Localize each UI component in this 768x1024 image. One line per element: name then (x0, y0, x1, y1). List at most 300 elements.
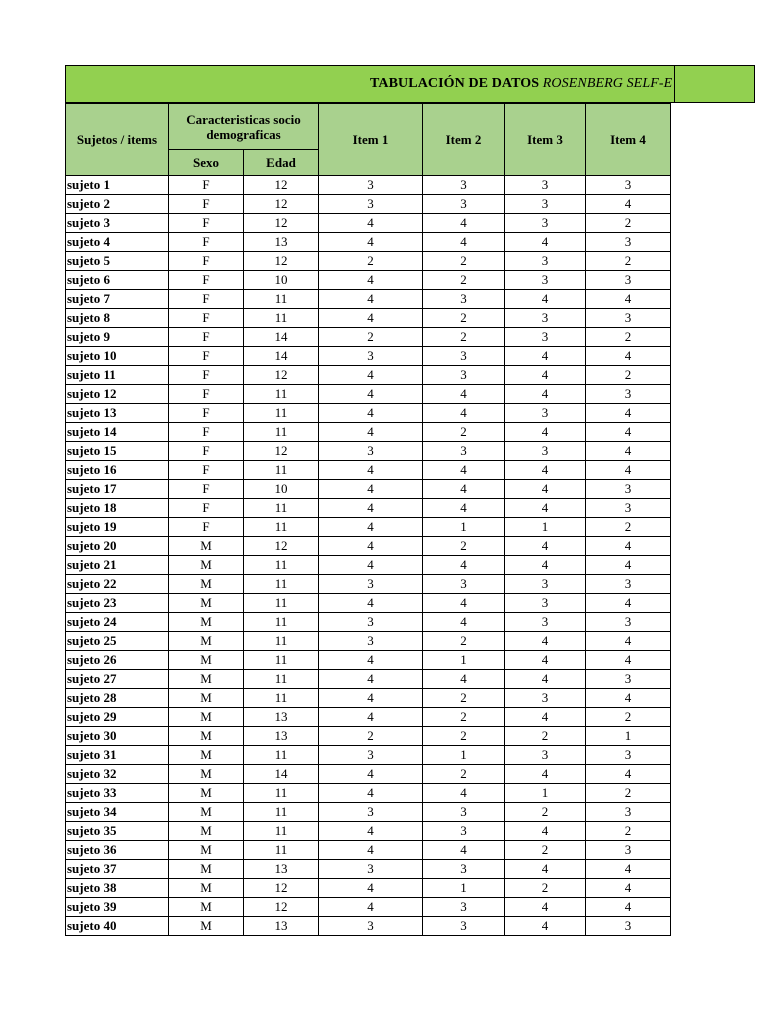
subject-cell[interactable]: sujeto 40 (66, 917, 169, 936)
item1-cell[interactable]: 2 (319, 252, 423, 271)
subject-cell[interactable]: sujeto 2 (66, 195, 169, 214)
age-cell[interactable]: 11 (244, 841, 319, 860)
sex-cell[interactable]: M (169, 632, 244, 651)
item1-cell[interactable]: 4 (319, 670, 423, 689)
item1-cell[interactable]: 3 (319, 195, 423, 214)
item4-cell[interactable]: 2 (586, 328, 671, 347)
item3-cell[interactable]: 2 (505, 803, 586, 822)
item1-cell[interactable]: 4 (319, 461, 423, 480)
item2-cell[interactable]: 4 (423, 214, 505, 233)
item2-cell[interactable]: 1 (423, 651, 505, 670)
subject-cell[interactable]: sujeto 16 (66, 461, 169, 480)
item3-cell[interactable]: 4 (505, 366, 586, 385)
table-row (66, 195, 671, 214)
table-row (66, 765, 671, 784)
header-demographics[interactable]: Caracteristicas socio demograficas (169, 104, 319, 150)
sex-cell[interactable]: F (169, 176, 244, 195)
sex-cell[interactable]: M (169, 765, 244, 784)
subject-cell[interactable]: sujeto 26 (66, 651, 169, 670)
item1-cell[interactable]: 4 (319, 309, 423, 328)
item2-cell[interactable]: 3 (423, 575, 505, 594)
subject-cell[interactable]: sujeto 5 (66, 252, 169, 271)
table-row (66, 689, 671, 708)
subject-cell[interactable]: sujeto 30 (66, 727, 169, 746)
age-cell[interactable]: 11 (244, 385, 319, 404)
item2-cell[interactable]: 3 (423, 290, 505, 309)
item4-cell[interactable]: 1 (586, 727, 671, 746)
item4-cell[interactable]: 4 (586, 347, 671, 366)
subject-cell[interactable]: sujeto 17 (66, 480, 169, 499)
age-cell[interactable]: 11 (244, 803, 319, 822)
table-row (66, 594, 671, 613)
item3-cell[interactable]: 2 (505, 841, 586, 860)
item2-cell[interactable]: 4 (423, 480, 505, 499)
header-item4[interactable]: Item 4 (586, 104, 671, 176)
table-row (66, 252, 671, 271)
age-cell[interactable]: 11 (244, 822, 319, 841)
subject-cell[interactable]: sujeto 39 (66, 898, 169, 917)
subject-cell[interactable]: sujeto 20 (66, 537, 169, 556)
item1-cell[interactable]: 2 (319, 328, 423, 347)
item4-cell[interactable]: 3 (586, 176, 671, 195)
sex-cell[interactable]: M (169, 651, 244, 670)
item4-cell[interactable]: 4 (586, 898, 671, 917)
sex-cell[interactable]: F (169, 195, 244, 214)
item4-cell[interactable]: 4 (586, 442, 671, 461)
item1-cell[interactable]: 4 (319, 879, 423, 898)
sex-cell[interactable]: F (169, 214, 244, 233)
age-cell[interactable]: 12 (244, 442, 319, 461)
item1-cell[interactable]: 4 (319, 689, 423, 708)
sex-cell[interactable]: F (169, 461, 244, 480)
subject-cell[interactable]: sujeto 1 (66, 176, 169, 195)
age-cell[interactable]: 11 (244, 309, 319, 328)
subject-cell[interactable]: sujeto 25 (66, 632, 169, 651)
sex-cell[interactable]: F (169, 366, 244, 385)
age-cell[interactable]: 11 (244, 556, 319, 575)
item3-cell[interactable]: 4 (505, 347, 586, 366)
age-cell[interactable]: 11 (244, 290, 319, 309)
subject-cell[interactable]: sujeto 24 (66, 613, 169, 632)
age-cell[interactable]: 11 (244, 575, 319, 594)
item1-cell[interactable]: 4 (319, 651, 423, 670)
sex-cell[interactable]: M (169, 708, 244, 727)
item1-cell[interactable]: 3 (319, 347, 423, 366)
item3-cell[interactable]: 1 (505, 784, 586, 803)
item4-cell[interactable]: 3 (586, 575, 671, 594)
sex-cell[interactable]: F (169, 518, 244, 537)
item4-cell[interactable]: 4 (586, 765, 671, 784)
age-cell[interactable]: 12 (244, 195, 319, 214)
item4-cell[interactable]: 3 (586, 841, 671, 860)
sex-cell[interactable]: F (169, 347, 244, 366)
item3-cell[interactable]: 3 (505, 442, 586, 461)
item4-cell[interactable]: 2 (586, 708, 671, 727)
item2-cell[interactable]: 3 (423, 860, 505, 879)
item1-cell[interactable]: 3 (319, 613, 423, 632)
subject-cell[interactable]: sujeto 33 (66, 784, 169, 803)
age-cell[interactable]: 13 (244, 917, 319, 936)
header-sex[interactable]: Sexo (169, 150, 244, 176)
item3-cell[interactable]: 3 (505, 309, 586, 328)
item2-cell[interactable]: 4 (423, 556, 505, 575)
subject-cell[interactable]: sujeto 38 (66, 879, 169, 898)
age-cell[interactable]: 11 (244, 499, 319, 518)
table-row (66, 803, 671, 822)
item4-cell[interactable]: 3 (586, 309, 671, 328)
sex-cell[interactable]: F (169, 385, 244, 404)
item1-cell[interactable]: 4 (319, 480, 423, 499)
item3-cell[interactable]: 4 (505, 233, 586, 252)
item1-cell[interactable]: 4 (319, 556, 423, 575)
subject-cell[interactable]: sujeto 18 (66, 499, 169, 518)
item4-cell[interactable]: 4 (586, 290, 671, 309)
item2-cell[interactable]: 3 (423, 347, 505, 366)
subject-cell[interactable]: sujeto 29 (66, 708, 169, 727)
age-cell[interactable]: 12 (244, 366, 319, 385)
item3-cell[interactable]: 3 (505, 404, 586, 423)
item3-cell[interactable]: 3 (505, 575, 586, 594)
item3-cell[interactable]: 2 (505, 879, 586, 898)
sex-cell[interactable]: M (169, 917, 244, 936)
item1-cell[interactable]: 3 (319, 803, 423, 822)
age-cell[interactable]: 11 (244, 784, 319, 803)
item1-cell[interactable]: 4 (319, 423, 423, 442)
subject-cell[interactable]: sujeto 10 (66, 347, 169, 366)
item1-cell[interactable]: 3 (319, 917, 423, 936)
item4-cell[interactable]: 4 (586, 537, 671, 556)
item2-cell[interactable]: 4 (423, 841, 505, 860)
subject-cell[interactable]: sujeto 35 (66, 822, 169, 841)
item1-cell[interactable]: 4 (319, 271, 423, 290)
header-item3[interactable]: Item 3 (505, 104, 586, 176)
sex-cell[interactable]: F (169, 252, 244, 271)
item2-cell[interactable]: 2 (423, 765, 505, 784)
age-cell[interactable]: 12 (244, 537, 319, 556)
item3-cell[interactable]: 4 (505, 461, 586, 480)
item2-cell[interactable]: 2 (423, 271, 505, 290)
item3-cell[interactable]: 4 (505, 898, 586, 917)
subject-cell[interactable]: sujeto 22 (66, 575, 169, 594)
subject-cell[interactable]: sujeto 9 (66, 328, 169, 347)
item4-cell[interactable]: 3 (586, 499, 671, 518)
item2-cell[interactable]: 3 (423, 917, 505, 936)
age-cell[interactable]: 13 (244, 727, 319, 746)
item3-cell[interactable]: 4 (505, 670, 586, 689)
item3-cell[interactable]: 4 (505, 537, 586, 556)
age-cell[interactable]: 14 (244, 765, 319, 784)
item4-cell[interactable]: 2 (586, 784, 671, 803)
age-cell[interactable]: 11 (244, 518, 319, 537)
item3-cell[interactable]: 3 (505, 328, 586, 347)
item3-cell[interactable]: 4 (505, 480, 586, 499)
sex-cell[interactable]: M (169, 689, 244, 708)
item1-cell[interactable]: 4 (319, 404, 423, 423)
age-cell[interactable]: 12 (244, 252, 319, 271)
sex-cell[interactable]: M (169, 784, 244, 803)
item4-cell[interactable]: 3 (586, 385, 671, 404)
item1-cell[interactable]: 4 (319, 214, 423, 233)
sex-cell[interactable]: M (169, 594, 244, 613)
sex-cell[interactable]: M (169, 556, 244, 575)
sex-cell[interactable]: M (169, 575, 244, 594)
item1-cell[interactable]: 4 (319, 537, 423, 556)
item4-cell[interactable]: 4 (586, 594, 671, 613)
item2-cell[interactable]: 3 (423, 176, 505, 195)
item4-cell[interactable]: 4 (586, 423, 671, 442)
age-cell[interactable]: 12 (244, 879, 319, 898)
age-cell[interactable]: 11 (244, 461, 319, 480)
item3-cell[interactable]: 4 (505, 765, 586, 784)
table-row (66, 727, 671, 746)
item2-cell[interactable]: 4 (423, 499, 505, 518)
sex-cell[interactable]: M (169, 822, 244, 841)
item2-cell[interactable]: 4 (423, 233, 505, 252)
subject-cell[interactable]: sujeto 7 (66, 290, 169, 309)
item1-cell[interactable]: 4 (319, 518, 423, 537)
item4-cell[interactable]: 3 (586, 233, 671, 252)
subject-cell[interactable]: sujeto 21 (66, 556, 169, 575)
item4-cell[interactable]: 3 (586, 613, 671, 632)
item1-cell[interactable]: 2 (319, 727, 423, 746)
item3-cell[interactable]: 4 (505, 860, 586, 879)
subject-cell[interactable]: sujeto 23 (66, 594, 169, 613)
age-cell[interactable]: 14 (244, 347, 319, 366)
subject-cell[interactable]: sujeto 19 (66, 518, 169, 537)
item2-cell[interactable]: 2 (423, 708, 505, 727)
item3-cell[interactable]: 3 (505, 613, 586, 632)
header-age[interactable]: Edad (244, 150, 319, 176)
item3-cell[interactable]: 4 (505, 556, 586, 575)
item4-cell[interactable]: 2 (586, 822, 671, 841)
item3-cell[interactable]: 3 (505, 746, 586, 765)
table-row (66, 233, 671, 252)
item3-cell[interactable]: 4 (505, 822, 586, 841)
sex-cell[interactable]: F (169, 328, 244, 347)
item4-cell[interactable]: 4 (586, 860, 671, 879)
subject-cell[interactable]: sujeto 32 (66, 765, 169, 784)
age-cell[interactable]: 11 (244, 746, 319, 765)
sex-cell[interactable]: F (169, 233, 244, 252)
age-cell[interactable]: 11 (244, 613, 319, 632)
item4-cell[interactable]: 3 (586, 670, 671, 689)
item3-cell[interactable]: 4 (505, 651, 586, 670)
age-cell[interactable]: 11 (244, 632, 319, 651)
item3-cell[interactable]: 3 (505, 252, 586, 271)
item4-cell[interactable]: 2 (586, 252, 671, 271)
sex-cell[interactable]: F (169, 442, 244, 461)
item4-cell[interactable]: 4 (586, 461, 671, 480)
item4-cell[interactable]: 4 (586, 651, 671, 670)
item1-cell[interactable]: 4 (319, 898, 423, 917)
table-row (66, 651, 671, 670)
item2-cell[interactable]: 2 (423, 689, 505, 708)
sex-cell[interactable]: M (169, 727, 244, 746)
item1-cell[interactable]: 3 (319, 746, 423, 765)
subject-cell[interactable]: sujeto 4 (66, 233, 169, 252)
item1-cell[interactable]: 4 (319, 366, 423, 385)
subject-cell[interactable]: sujeto 28 (66, 689, 169, 708)
sex-cell[interactable]: M (169, 746, 244, 765)
item3-cell[interactable]: 3 (505, 195, 586, 214)
age-cell[interactable]: 11 (244, 689, 319, 708)
item2-cell[interactable]: 3 (423, 366, 505, 385)
table-row (66, 347, 671, 366)
sex-cell[interactable]: M (169, 537, 244, 556)
item3-cell[interactable]: 4 (505, 499, 586, 518)
item4-cell[interactable]: 4 (586, 689, 671, 708)
subject-cell[interactable]: sujeto 37 (66, 860, 169, 879)
item1-cell[interactable]: 4 (319, 290, 423, 309)
item4-cell[interactable]: 4 (586, 632, 671, 651)
age-cell[interactable]: 12 (244, 176, 319, 195)
item1-cell[interactable]: 4 (319, 841, 423, 860)
item2-cell[interactable]: 4 (423, 385, 505, 404)
sex-cell[interactable]: M (169, 613, 244, 632)
age-cell[interactable]: 11 (244, 651, 319, 670)
sex-cell[interactable]: F (169, 423, 244, 442)
item3-cell[interactable]: 3 (505, 689, 586, 708)
item3-cell[interactable]: 3 (505, 214, 586, 233)
sex-cell[interactable]: M (169, 803, 244, 822)
subject-cell[interactable]: sujeto 36 (66, 841, 169, 860)
item2-cell[interactable]: 2 (423, 727, 505, 746)
age-cell[interactable]: 11 (244, 670, 319, 689)
sex-cell[interactable]: F (169, 404, 244, 423)
sex-cell[interactable]: F (169, 499, 244, 518)
item3-cell[interactable]: 2 (505, 727, 586, 746)
item1-cell[interactable]: 4 (319, 499, 423, 518)
subject-cell[interactable]: sujeto 15 (66, 442, 169, 461)
subject-cell[interactable]: sujeto 13 (66, 404, 169, 423)
item1-cell[interactable]: 4 (319, 594, 423, 613)
sex-cell[interactable]: F (169, 480, 244, 499)
item2-cell[interactable]: 2 (423, 537, 505, 556)
item4-cell[interactable]: 3 (586, 480, 671, 499)
sex-cell[interactable]: M (169, 670, 244, 689)
item3-cell[interactable]: 4 (505, 385, 586, 404)
age-cell[interactable]: 14 (244, 328, 319, 347)
item2-cell[interactable]: 2 (423, 632, 505, 651)
item1-cell[interactable]: 4 (319, 708, 423, 727)
item4-cell[interactable]: 3 (586, 746, 671, 765)
item3-cell[interactable]: 3 (505, 594, 586, 613)
item2-cell[interactable]: 2 (423, 309, 505, 328)
item2-cell[interactable]: 3 (423, 822, 505, 841)
item4-cell[interactable]: 2 (586, 518, 671, 537)
sex-cell[interactable]: F (169, 271, 244, 290)
item1-cell[interactable]: 4 (319, 233, 423, 252)
age-cell[interactable]: 12 (244, 898, 319, 917)
age-cell[interactable]: 11 (244, 423, 319, 442)
item4-cell[interactable]: 2 (586, 214, 671, 233)
item3-cell[interactable]: 4 (505, 708, 586, 727)
item4-cell[interactable]: 3 (586, 803, 671, 822)
age-cell[interactable]: 13 (244, 233, 319, 252)
item4-cell[interactable]: 4 (586, 879, 671, 898)
item2-cell[interactable]: 3 (423, 803, 505, 822)
item3-cell[interactable]: 3 (505, 271, 586, 290)
item1-cell[interactable]: 3 (319, 632, 423, 651)
age-cell[interactable]: 11 (244, 404, 319, 423)
sex-cell[interactable]: F (169, 309, 244, 328)
title-clip (66, 66, 676, 102)
subject-cell[interactable]: sujeto 14 (66, 423, 169, 442)
sex-cell[interactable]: M (169, 841, 244, 860)
item2-cell[interactable]: 1 (423, 746, 505, 765)
subject-cell[interactable]: sujeto 12 (66, 385, 169, 404)
item2-cell[interactable]: 4 (423, 404, 505, 423)
age-cell[interactable]: 11 (244, 594, 319, 613)
header-item1[interactable]: Item 1 (319, 104, 423, 176)
subject-cell[interactable]: sujeto 27 (66, 670, 169, 689)
subject-cell[interactable]: sujeto 11 (66, 366, 169, 385)
item3-cell[interactable]: 4 (505, 423, 586, 442)
item2-cell[interactable]: 4 (423, 784, 505, 803)
age-cell[interactable]: 13 (244, 860, 319, 879)
table-row (66, 328, 671, 347)
sex-cell[interactable]: M (169, 898, 244, 917)
item2-cell[interactable]: 4 (423, 594, 505, 613)
item2-cell[interactable]: 3 (423, 898, 505, 917)
item4-cell[interactable]: 3 (586, 271, 671, 290)
item4-cell[interactable]: 3 (586, 917, 671, 936)
item3-cell[interactable]: 4 (505, 290, 586, 309)
item1-cell[interactable]: 3 (319, 860, 423, 879)
item2-cell[interactable]: 2 (423, 328, 505, 347)
sex-cell[interactable]: M (169, 879, 244, 898)
item2-cell[interactable]: 3 (423, 442, 505, 461)
item2-cell[interactable]: 1 (423, 879, 505, 898)
item1-cell[interactable]: 4 (319, 765, 423, 784)
item1-cell[interactable]: 3 (319, 575, 423, 594)
subject-cell[interactable]: sujeto 6 (66, 271, 169, 290)
item3-cell[interactable]: 4 (505, 917, 586, 936)
item1-cell[interactable]: 4 (319, 784, 423, 803)
item3-cell[interactable]: 4 (505, 632, 586, 651)
item4-cell[interactable]: 4 (586, 556, 671, 575)
item2-cell[interactable]: 4 (423, 670, 505, 689)
item2-cell[interactable]: 2 (423, 252, 505, 271)
age-cell[interactable]: 10 (244, 271, 319, 290)
age-cell[interactable]: 10 (244, 480, 319, 499)
item2-cell[interactable]: 3 (423, 195, 505, 214)
item4-cell[interactable]: 4 (586, 195, 671, 214)
item1-cell[interactable]: 3 (319, 442, 423, 461)
item2-cell[interactable]: 2 (423, 423, 505, 442)
item2-cell[interactable]: 4 (423, 613, 505, 632)
item1-cell[interactable]: 4 (319, 385, 423, 404)
item2-cell[interactable]: 4 (423, 461, 505, 480)
subject-cell[interactable]: sujeto 3 (66, 214, 169, 233)
sex-cell[interactable]: M (169, 860, 244, 879)
sex-cell[interactable]: F (169, 290, 244, 309)
item2-cell[interactable]: 1 (423, 518, 505, 537)
subject-cell[interactable]: sujeto 31 (66, 746, 169, 765)
header-subjects[interactable]: Sujetos / items (66, 104, 169, 176)
item3-cell[interactable]: 3 (505, 176, 586, 195)
subject-cell[interactable]: sujeto 8 (66, 309, 169, 328)
header-item2[interactable]: Item 2 (423, 104, 505, 176)
item4-cell[interactable]: 4 (586, 404, 671, 423)
item1-cell[interactable]: 3 (319, 176, 423, 195)
item4-cell[interactable]: 2 (586, 366, 671, 385)
age-cell[interactable]: 13 (244, 708, 319, 727)
age-cell[interactable]: 12 (244, 214, 319, 233)
subject-cell[interactable]: sujeto 34 (66, 803, 169, 822)
item1-cell[interactable]: 4 (319, 822, 423, 841)
item3-cell[interactable]: 1 (505, 518, 586, 537)
